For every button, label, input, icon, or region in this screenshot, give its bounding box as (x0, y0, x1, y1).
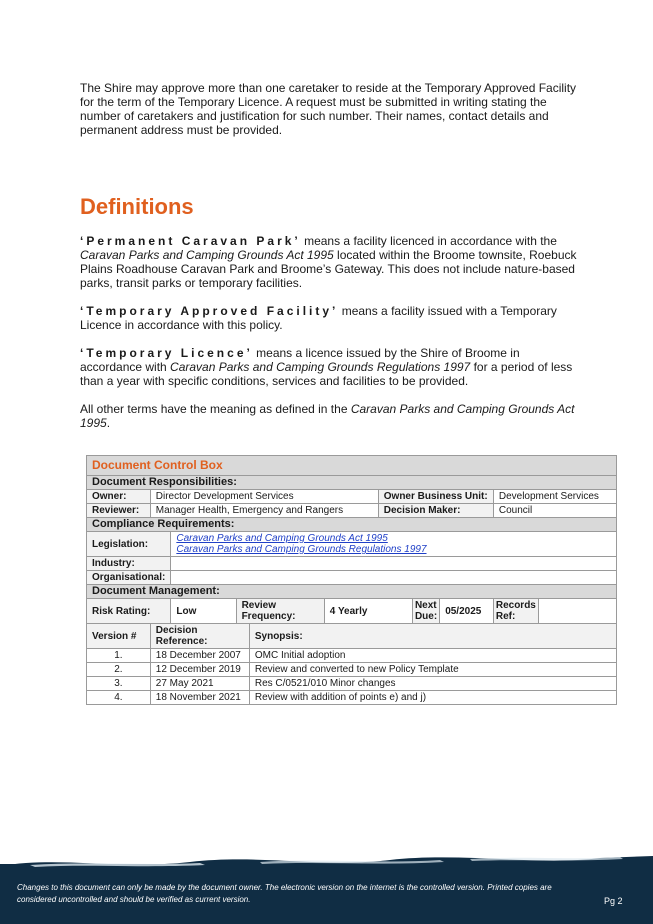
version-header: Version # (87, 624, 151, 649)
review-frequency-value: 4 Yearly (324, 599, 412, 624)
definition-text: means a facility issued with a Temporary Licence in accordance with this policy. (80, 304, 557, 332)
version-number: 3. (87, 677, 151, 691)
version-number: 2. (87, 663, 151, 677)
act-reference: Caravan Parks and Camping Grounds Act 1995 (80, 402, 575, 430)
closing-paragraph (80, 402, 580, 430)
organisational-value (171, 571, 617, 585)
decision-reference-header: Decision Reference: (150, 624, 249, 649)
compliance-heading: Compliance Requirements: (87, 518, 617, 532)
next-due-value: 05/2025 (440, 599, 494, 624)
decision-reference: 18 December 2007 (150, 649, 249, 663)
definition-text: for a period of less than a year with specific conditions, services and facilities to be provided. (80, 360, 573, 388)
definition-term: ‘Temporary Licence’ (80, 346, 253, 360)
synopsis: Res C/0521/010 Minor changes (249, 677, 616, 691)
decision-reference: 27 May 2021 (150, 677, 249, 691)
owner-label: Owner: (87, 490, 151, 504)
definition-text: means a facility licenced in accordance with the (300, 234, 557, 248)
legislation-link-act[interactable]: Caravan Parks and Camping Grounds Act 1995 (176, 533, 388, 544)
synopsis-header: Synopsis: (249, 624, 616, 649)
version-row (87, 649, 617, 663)
control-box-title: Document Control Box (87, 456, 617, 476)
definition-term: ‘Permanent Caravan Park’ (80, 234, 301, 248)
risk-rating-value: Low (171, 599, 236, 624)
definition-text: means a licence issued by the Shire of Broome in accordance with (80, 346, 520, 374)
legislation-label: Legislation: (87, 532, 171, 557)
reviewer-label: Reviewer: (87, 504, 151, 518)
version-number: 4. (87, 691, 151, 705)
decision-reference: 18 November 2021 (150, 691, 249, 705)
page-number: Pg 2 (604, 896, 623, 906)
review-frequency-label: Review Frequency: (236, 599, 324, 624)
version-row (87, 663, 617, 677)
records-ref-label: Records Ref: (493, 599, 538, 624)
wave-decoration (0, 848, 653, 880)
definition-text: located within the Broome townsite, Roebuck Plains Roadhouse Caravan Park and Broome’s Gateway. This does not include nature-based parks, transit parks or temporary facilities. (80, 248, 577, 290)
version-number: 1. (87, 649, 151, 663)
decision-maker-label: Decision Maker: (378, 504, 493, 518)
decision-reference: 12 December 2019 (150, 663, 249, 677)
footer-note: Changes to this document can only be made by the document owner. The electronic version on the internet is the controlled version. Printed copies are considered uncontrolled and should be verified as current version. (17, 883, 552, 904)
industry-value (171, 557, 617, 571)
definitions-heading: Definitions (80, 194, 194, 219)
intro-paragraph: The Shire may approve more than one caretaker to reside at the Temporary Approved Facility for the term of the Temporary Licence. A request must be submitted in writing stating the number of caretakers and justification for such number. Their names, contact details and permanent address must be provided. (80, 81, 577, 137)
regulations-reference: Caravan Parks and Camping Grounds Regulations 1997 (170, 360, 471, 374)
definition-term: ‘Temporary Approved Facility’ (80, 304, 339, 318)
organisational-label: Organisational: (87, 571, 171, 585)
next-due-label: Next Due: (412, 599, 439, 624)
closing-text: . (106, 416, 111, 430)
document-control-box (86, 455, 617, 705)
closing-text: All other terms have the meaning as defined in the (80, 402, 351, 416)
definition-temporary-licence (80, 346, 580, 388)
version-row (87, 691, 617, 705)
synopsis: Review and converted to new Policy Template (249, 663, 616, 677)
act-reference: Caravan Parks and Camping Grounds Act 1995 (80, 248, 334, 262)
risk-rating-label: Risk Rating: (87, 599, 171, 624)
synopsis: Review with addition of points e) and j) (249, 691, 616, 705)
synopsis: OMC Initial adoption (249, 649, 616, 663)
definition-permanent-caravan-park (80, 234, 580, 290)
version-row (87, 677, 617, 691)
records-ref-value (538, 599, 616, 624)
owner-value: Director Development Services (150, 490, 378, 504)
responsibilities-heading: Document Responsibilities: (87, 476, 617, 490)
owner-unit-label: Owner Business Unit: (378, 490, 493, 504)
industry-label: Industry: (87, 557, 171, 571)
reviewer-value: Manager Health, Emergency and Rangers (150, 504, 378, 518)
owner-unit-value: Development Services (493, 490, 616, 504)
definition-temporary-approved-facility (80, 304, 580, 332)
legislation-link-regulations[interactable]: Caravan Parks and Camping Grounds Regulations 1997 (176, 544, 427, 555)
legislation-value (171, 532, 617, 557)
decision-maker-value: Council (493, 504, 616, 518)
management-heading: Document Management: (87, 585, 617, 599)
